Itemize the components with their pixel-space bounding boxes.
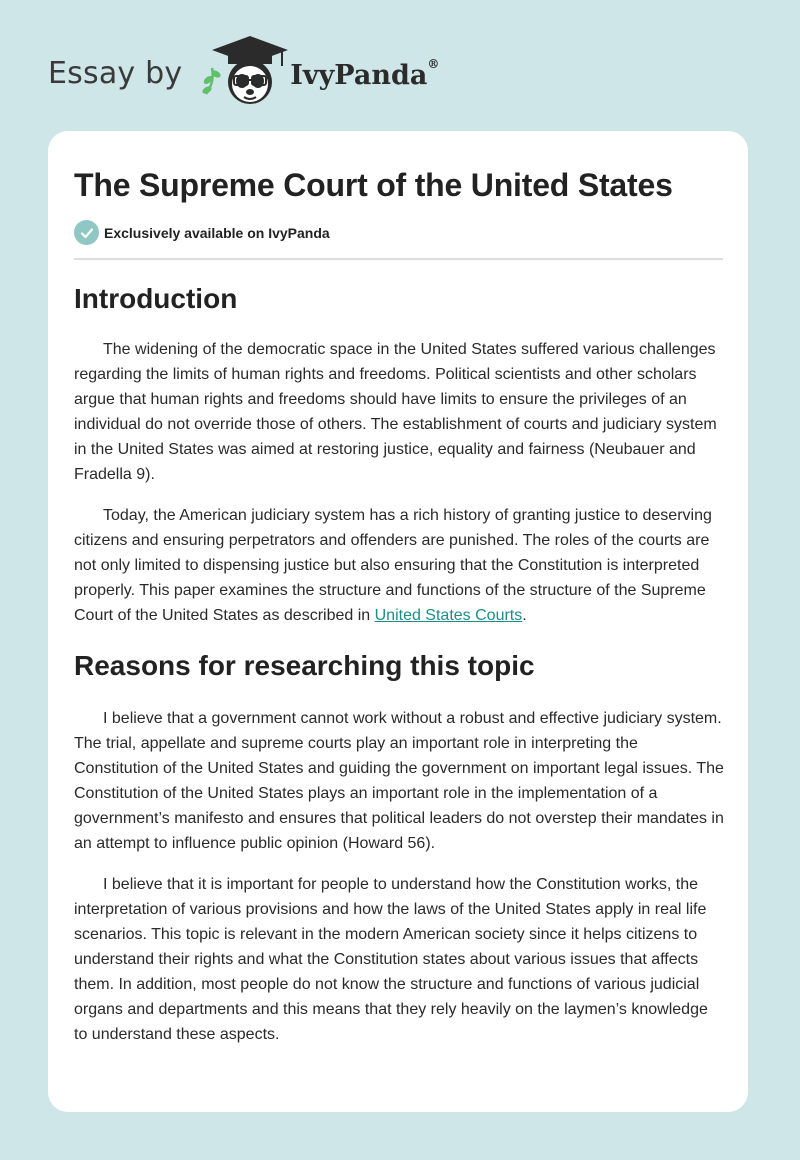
- paragraph: I believe that a government cannot work without a robust and effective judiciary system. The trial, appellate and supreme courts play an important role in interpreting the Constitution of the United States and guiding the government on important legal issues. The Constitution of the United States plays an important role in the implementation of a government’s manifesto and ensures that political leaders do not overstep their mandates in an attempt to influence public opinion (Howard 56).: [74, 710, 724, 852]
- essay-card: [48, 131, 748, 1112]
- brand-name[interactable]: IvyPanda®: [290, 56, 440, 91]
- divider: [74, 258, 723, 260]
- paragraph: Today, the American judiciary system has a rich history of granting justice to deserving citizens and ensuring perpetrators and offenders are punished. The roles of the courts are not only limited to dispensing justice but also ensuring that the Constitution is interpreted properly. This paper examines the structure and functions of the structure of the Supreme Court of the United States as described in United States Courts.: [74, 507, 712, 624]
- section-heading-introduction: Introduction: [74, 283, 238, 314]
- registered-mark: ®: [427, 56, 440, 71]
- paragraph: The widening of the democratic space in the United States suffered various challenges regarding the limits of human rights and freedoms. Political scientists and other scholars argue that human rights and freedoms should have limits to ensure the privileges of an individual do not override those of others. The establishment of courts and judiciary system in the United States was aimed at restoring justice, equality and fairness (Neubauer and Fradella 9).: [74, 341, 717, 483]
- exclusive-badge: [74, 220, 722, 245]
- checkmark-icon: [74, 220, 99, 245]
- panda-logo-icon[interactable]: [198, 34, 290, 108]
- section-heading-reasons: Reasons for researching this topic: [74, 650, 535, 681]
- essay-by-label: Essay by: [48, 55, 183, 91]
- exclusive-label: Exclusively available on IvyPanda: [104, 224, 330, 241]
- essay-title: The Supreme Court of the United States: [74, 167, 673, 203]
- site-header: [48, 36, 439, 110]
- paragraph: I believe that it is important for people to understand how the Constitution works, the interpretation of various provisions and how the laws of the United States apply in real life scenarios. This topic is relevant in the modern American society since it helps citizens to understand their rights and what the Constitution states about various issues that affects them. In addition, most people do not know the structure and functions of various judicial organs and departments and this means that they rely heavily on the laymen’s knowledge to understand these aspects.: [74, 876, 708, 1043]
- united-states-courts-link[interactable]: United States Courts: [374, 607, 523, 624]
